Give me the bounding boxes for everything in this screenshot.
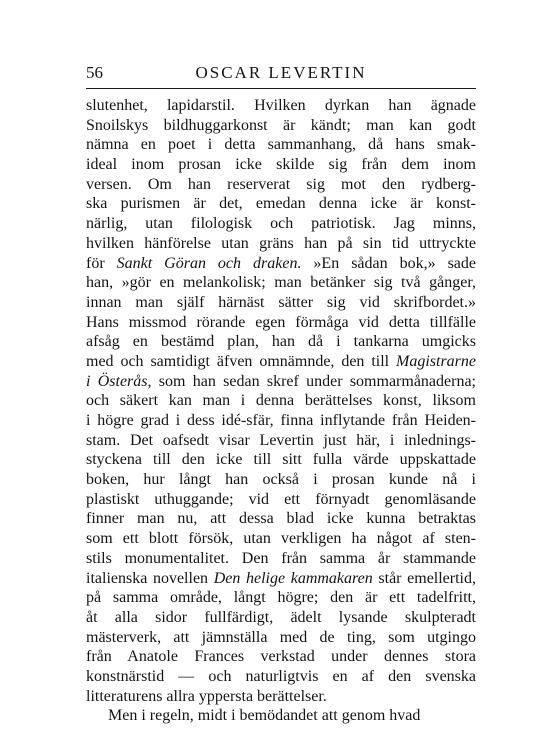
body-text bbox=[86, 96, 476, 726]
text-segment: stils monumentalitet. Den från samma år stammande bbox=[86, 549, 476, 567]
text-line bbox=[86, 372, 476, 392]
text-line bbox=[86, 647, 476, 667]
text-segment: hvilken hänförelse utan gräns han på sin tid uttryckte bbox=[86, 234, 476, 252]
text-line bbox=[86, 529, 476, 549]
text-line bbox=[86, 490, 476, 510]
text-line bbox=[86, 234, 476, 254]
text-segment: i högre grad i dess idé-sfär, finna inflytande från Heiden- bbox=[86, 412, 476, 429]
text-line bbox=[86, 431, 476, 451]
text-segment: plastiskt uthuggande; vid ett förnyadt genomläsande bbox=[86, 490, 476, 508]
text-line bbox=[86, 254, 476, 274]
text-line bbox=[86, 509, 476, 529]
text-segment: slutenhet, lapidarstil. Hvilken dyrkan han ägnade bbox=[86, 97, 476, 114]
italic-title: i Österås, bbox=[86, 372, 152, 390]
text-segment: åt alla sidor fullfärdigt, ädelt lysande skulpteradt bbox=[86, 608, 476, 626]
text-segment: finner man nu, att dessa blad icke kunna betraktas bbox=[86, 510, 476, 528]
text-segment: styckena till den icke till sitt fulla värde uppskattade bbox=[86, 451, 476, 469]
text-line bbox=[86, 135, 476, 155]
text-segment: italienska novellen bbox=[86, 569, 214, 587]
italic-title: Den helige kammakaren bbox=[213, 569, 373, 587]
text-line bbox=[86, 608, 476, 628]
text-line bbox=[86, 411, 476, 431]
text-segment: han, »gör en melankolisk; man betänker sig två gånger, bbox=[86, 274, 476, 292]
text-segment: står emellertid, bbox=[372, 569, 476, 587]
text-segment: som ett blott försök, utan verkligen ha något af sten- bbox=[86, 530, 476, 548]
text-segment: Men i regeln, midt i bemödandet att genom hvad bbox=[108, 707, 421, 725]
text-segment: nämna en poet i detta sammanhang, då hans smak- bbox=[86, 136, 476, 154]
text-line bbox=[86, 194, 476, 214]
text-segment: litteraturens allra yppersta berättelser. bbox=[86, 687, 327, 705]
text-segment: med och samtidigt äfven omnämnde, den till bbox=[86, 352, 396, 370]
header-rule bbox=[86, 88, 476, 89]
text-segment: på samma område, långt högre; den är ett tadelfritt, bbox=[86, 589, 476, 607]
text-line bbox=[86, 549, 476, 569]
text-line bbox=[86, 569, 476, 589]
running-head: OSCAR LEVERTIN bbox=[195, 63, 367, 82]
text-segment: närlig, utan filologisk och patriotisk. Jag minns, bbox=[86, 215, 476, 233]
text-line bbox=[86, 450, 476, 470]
text-line bbox=[86, 313, 476, 333]
text-line bbox=[86, 470, 476, 490]
text-segment: innan man själf härnäst sätter sig vid skrifbordet.» bbox=[86, 293, 476, 311]
page-number: 56 bbox=[86, 63, 103, 82]
text-line bbox=[86, 155, 476, 175]
text-line bbox=[86, 391, 476, 411]
italic-title: Magistrarne bbox=[396, 352, 476, 370]
text-line bbox=[86, 588, 476, 608]
text-segment: ideal inom prosan icke skilde sig från dem inom bbox=[86, 156, 476, 174]
text-line bbox=[86, 332, 476, 352]
text-segment: för bbox=[86, 254, 117, 272]
text-line bbox=[86, 116, 476, 136]
text-segment: afsåg en bestämd plan, han då i tankarna umgicks bbox=[86, 333, 476, 351]
text-line bbox=[86, 175, 476, 195]
text-segment: som han sedan skref under sommarmånaderna; bbox=[151, 372, 476, 390]
text-line bbox=[86, 352, 476, 372]
text-segment: Hans missmod rörande egen förmåga vid detta tillfälle bbox=[86, 313, 476, 331]
text-segment: boken, hur långt han också i prosan kunde nå i bbox=[86, 471, 476, 489]
italic-title: Sankt Göran och draken. bbox=[116, 254, 302, 272]
text-line bbox=[86, 273, 476, 293]
text-line bbox=[86, 293, 476, 313]
page-header bbox=[86, 63, 476, 85]
text-segment: från Anatole Frances verkstad under dennes stora bbox=[86, 648, 476, 666]
text-segment: mästerverk, att jämnställa med de ting, som utgingo bbox=[86, 628, 476, 646]
text-line bbox=[86, 687, 476, 707]
text-segment: »En sådan bok,» sade bbox=[301, 254, 476, 272]
text-line bbox=[86, 96, 476, 116]
text-line bbox=[86, 214, 476, 234]
text-line bbox=[86, 667, 476, 687]
text-line bbox=[86, 706, 476, 726]
text-segment: Snoilskys bildhuggarkonst är kändt; man kan godt bbox=[86, 116, 476, 134]
text-segment: stam. Det oafsedt visar Levertin just här, i inlednings- bbox=[86, 431, 476, 449]
text-segment: ska purismen är det, emedan denna icke är konst- bbox=[86, 195, 476, 213]
text-segment: och säkert kan man i denna berättelses konst, liksom bbox=[86, 392, 476, 410]
text-segment: versen. Om han reserverat sig mot den rydberg- bbox=[86, 175, 476, 193]
text-segment: konstnärstid — och naturligtvis en af den svenska bbox=[86, 667, 476, 685]
text-line bbox=[86, 628, 476, 648]
